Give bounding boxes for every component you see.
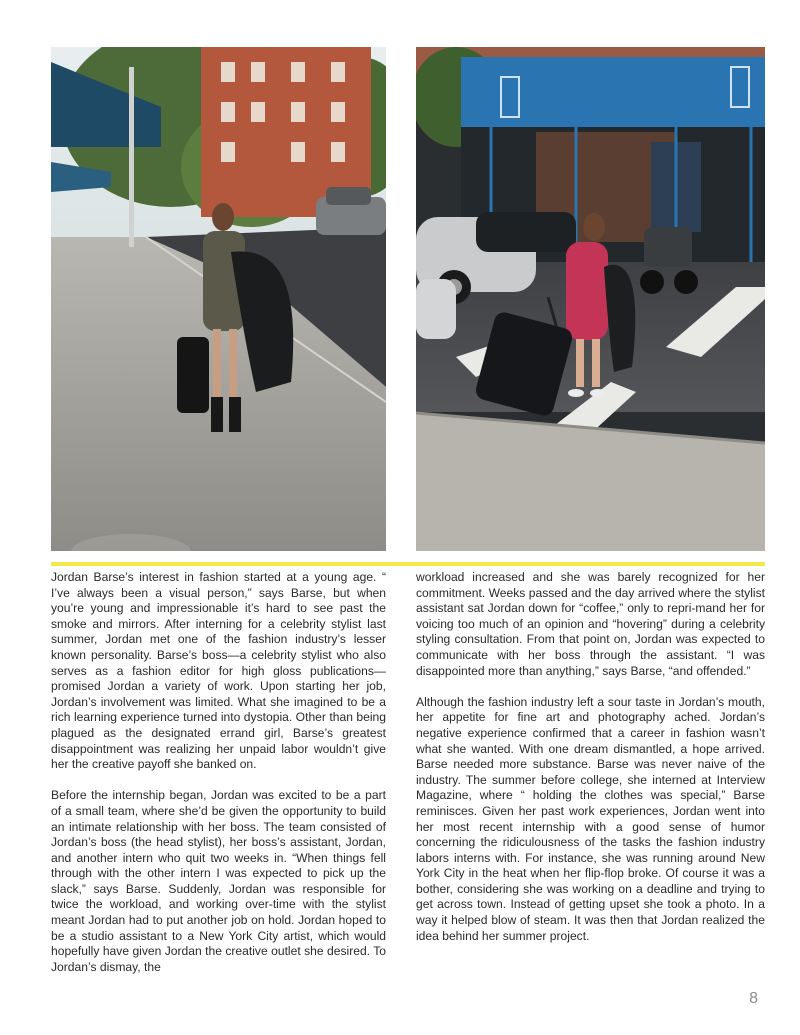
street-scene-left — [51, 47, 386, 551]
yellow-accent-rule — [51, 562, 765, 566]
paragraph: workload increased and she was barely recognized for her commitment. Weeks passed and the day arrived where the stylist assistant sat Jordan down for “coffee,” only to repri-mand her for voicing too much of an opinion and “hovering” during a celebrity styling consultation. From that point on, Jordan was expected to communicate with her boss through the assistant. “I was disappointed more than anything,” says Barse, “and offended.” — [416, 570, 765, 678]
article-column-right — [416, 570, 765, 960]
photo-left — [51, 47, 386, 551]
article-column-left — [51, 570, 386, 991]
page-number: 8 — [749, 990, 758, 1007]
photo-right — [416, 47, 765, 551]
street-scene-right — [416, 47, 765, 551]
paragraph: Before the internship began, Jordan was excited to be a part of a small team, where she’d be given the opportunity to build an intimate relationship with her boss. The team consisted of Jordan’s boss (the head stylist), her boss’s assistant, Jordan, and another intern who quit two weeks in. “When things fell through with the other intern I was expected to pick up the slack,” says Barse. Suddenly, Jordan was responsible for twice the workload, and working over-time with the stylist meant Jordan had to put another job on hold. Jordan hoped to be a studio assistant to a New York City artist, which would hopefully have given Jordan the creative outlet she desired. To Jordan’s dismay, the — [51, 788, 386, 974]
paragraph: Jordan Barse’s interest in fashion started at a young age. “ I’ve always been a visual person,” says Barse, but when you’re young and impressionable it’s hard to see past the smoke and mirrors. After interning for a celebrity stylist last summer, Jordan met one of the fashion industry’s lesser known personality. Barse’s boss—a celebrity stylist who also serves as a fashion editor for high gloss publications—promised Jordan a variety of work. Upon starting her job, Jordan’s involvement was limited. What she imagined to be a rich learning experience turned into dystopia. Other than being plagued as the designated errand girl, Barse’s greatest disappointment was realizing her unpaid labor wouldn’t give her the creative payoff she banked on. — [51, 570, 386, 772]
paragraph: Although the fashion industry left a sour taste in Jordan’s mouth, her appetite for fine art and photography ached. Jordan’s negative experience confirmed that a career in fashion wasn’t what she wanted. With one dream dismantled, a hope arrived. Barse needed more substance. Barse was never naive of the industry. The summer before college, she interned at Interview Magazine, where “ holding the clothes was special,” Barse reminisces. Given her past work experiences, Jordan went into her most recent internship with a good sense of humor concerning the ridiculousness of the tasks the fashion industry labors interns with. For instance, she was running around New York City in the heat when her flip-flop broke. Of course it was a bother, considering she was working on a deadline and trying to get across town. Instead of getting upset she took a photo. In a way it helped blow of steam. It was then that Jordan realized the idea behind her summer project. — [416, 694, 765, 943]
